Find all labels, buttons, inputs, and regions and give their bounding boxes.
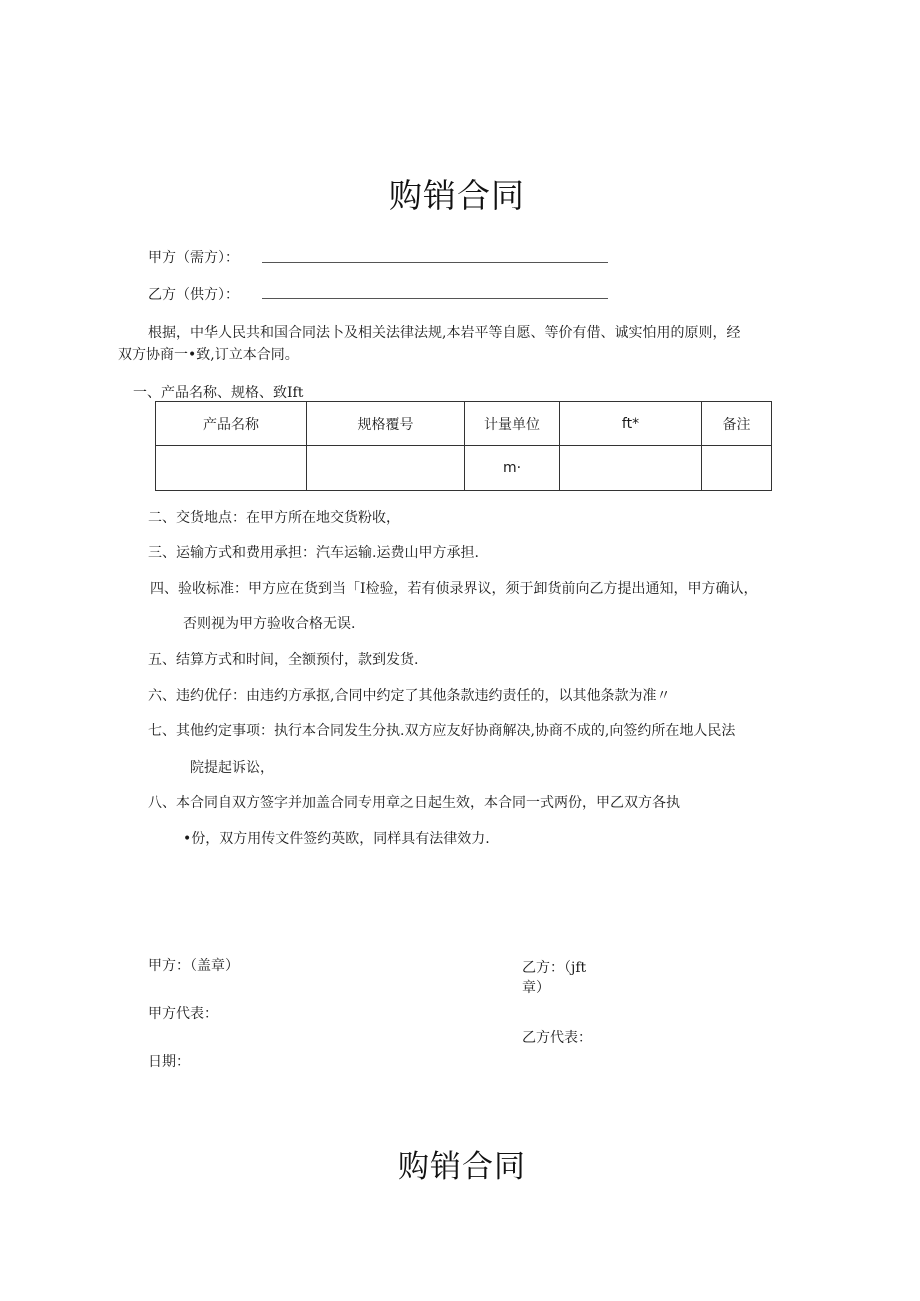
party-a-label: 甲方（需方）： xyxy=(148,250,239,266)
clause-4: 四、验收标准：甲方应在货到当「I检验，若有侦录界议，须于卸货前向乙方提出通知，甲方确认， xyxy=(150,581,758,597)
clause-3: 三、运输方式和费用承担：汽车运输.运费山甲方承担. xyxy=(148,545,479,561)
header-remarks: 备注 xyxy=(702,402,772,446)
party-b-blank xyxy=(262,298,608,299)
intro-line-1: 根据，中华人民共和国合同法卜及相关法律法规,本岩平等自愿、等价有借、诚实怕用的原则，经 xyxy=(148,325,741,341)
cell-quantity xyxy=(560,446,702,491)
clause-8: 八、本合同自双方签字并加盖合同专用章之日起生效，本合同一式两份，甲乙双方各执 xyxy=(148,795,680,811)
party-b-seal: 乙方：（jft xyxy=(522,960,587,976)
cell-spec-model xyxy=(307,446,465,491)
cell-unit: m· xyxy=(465,446,560,491)
section-heading-products: 一、产品名称、规格、致Ift xyxy=(133,385,304,401)
header-quantity: ft* xyxy=(560,402,702,446)
party-b-representative: 乙方代表： xyxy=(522,1030,592,1046)
party-a-seal: 甲方：（盖章） xyxy=(148,958,239,974)
clause-6: 六、违约优仔：由违约方承抠,合同中约定了其他条款违约责任的，以其他条款为准〃 xyxy=(148,688,671,704)
clause-7-cont: 院提起诉讼， xyxy=(190,760,274,776)
clause-7: 七、其他约定事项：执行本合同发生分执.双方应友好协商解决,协商不成的,向签约所在地人民法 xyxy=(148,723,736,739)
clause-5: 五、结算方式和时间，全额预付，款到发货. xyxy=(148,652,419,668)
cell-remarks xyxy=(702,446,772,491)
clause-8-cont: •份，双方用传文件签约英欧，同样具有法律效力. xyxy=(183,831,490,847)
header-product-name: 产品名称 xyxy=(156,402,307,446)
clause-4-cont: 否则视为甲方验收合格无误. xyxy=(183,616,356,632)
header-unit: 计量单位 xyxy=(465,402,560,446)
table-row xyxy=(156,446,772,491)
product-table xyxy=(155,401,772,491)
intro-line-2: 双方协商一•致,订立本合同。 xyxy=(118,347,299,363)
footer-title: 购销合同 xyxy=(398,1149,526,1185)
clause-2: 二、交货地点：在甲方所在地交货粉收， xyxy=(148,510,400,526)
table-header-row xyxy=(156,402,772,446)
contract-title: 购销合同 xyxy=(389,176,525,215)
cell-product-name xyxy=(156,446,307,491)
party-b-label: 乙方（供方）： xyxy=(148,287,239,303)
sign-date: 日期： xyxy=(148,1054,190,1070)
party-b-seal-cont: 章） xyxy=(522,980,550,996)
party-a-blank xyxy=(262,262,608,263)
party-a-representative: 甲方代表： xyxy=(148,1006,218,1022)
header-spec-model: 规格覆号 xyxy=(307,402,465,446)
